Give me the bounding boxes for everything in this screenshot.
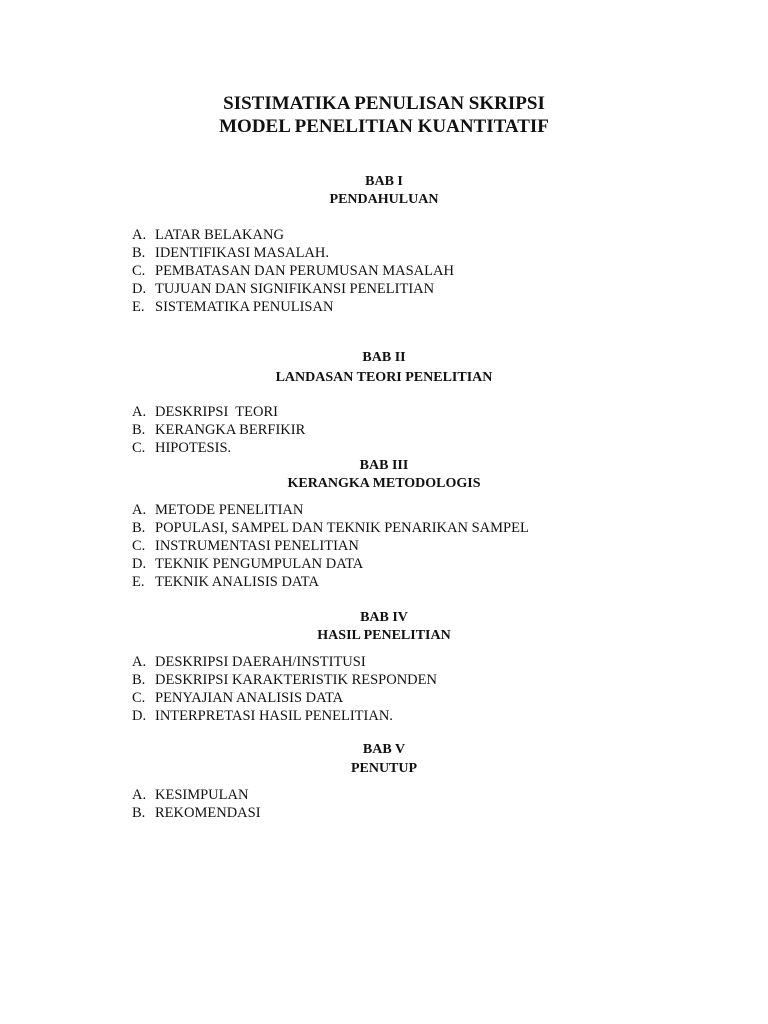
list-item: C. PEMBATASAN DAN PERUMUSAN MASALAH	[132, 263, 454, 279]
chapter-5-number: BAB V	[362, 742, 406, 757]
list-item: A. DESKRIPSI DAERAH/INSTITUSI	[132, 654, 366, 670]
chapter-1-number: BAB I	[365, 174, 403, 189]
list-item: C. HIPOTESIS.	[132, 440, 232, 456]
chapter-3-number: BAB III	[359, 458, 409, 473]
chapter-1-title: PENDAHULUAN	[329, 192, 439, 207]
list-item: D. TEKNIK PENGUMPULAN DATA	[132, 556, 364, 572]
chapter-4-title: HASIL PENELITIAN	[317, 628, 451, 643]
list-item: A. KESIMPULAN	[132, 787, 249, 803]
chapter-5-title: PENUTUP	[350, 761, 418, 776]
list-item: E. TEKNIK ANALISIS DATA	[132, 574, 319, 590]
list-item: B. IDENTIFIKASI MASALAH.	[132, 245, 329, 261]
document-title-line-1: SISTIMATIKA PENULISAN SKRIPSI	[223, 93, 545, 114]
list-item: D. TUJUAN DAN SIGNIFIKANSI PENELITIAN	[132, 281, 435, 297]
chapter-1-list	[132, 226, 454, 316]
chapter-3-title: KERANGKA METODOLOGIS	[287, 476, 481, 491]
chapter-2-number: BAB II	[362, 350, 406, 365]
list-item: B. POPULASI, SAMPEL DAN TEKNIK PENARIKAN SAMPEL	[132, 520, 529, 536]
list-item: C. INSTRUMENTASI PENELITIAN	[132, 538, 359, 554]
list-item: C. PENYAJIAN ANALISIS DATA	[132, 690, 344, 706]
list-item: A. LATAR BELAKANG	[132, 227, 284, 243]
document-title-line-2: MODEL PENELITIAN KUANTITATIF	[219, 116, 549, 137]
list-item: D. INTERPRETASI HASIL PENELITIAN.	[132, 708, 393, 724]
list-item: B. KERANGKA BERFIKIR	[132, 422, 306, 438]
chapter-4-number: BAB IV	[360, 610, 408, 625]
list-item: E. SISTEMATIKA PENULISAN	[132, 299, 334, 315]
chapter-4-list	[132, 653, 437, 725]
chapter-3-list	[132, 501, 529, 591]
chapter-5-list	[132, 786, 261, 822]
chapter-2-list	[132, 403, 305, 457]
list-item: A. DESKRIPSI TEORI	[132, 404, 278, 420]
list-item: A. METODE PENELITIAN	[132, 502, 304, 518]
list-item: B. DESKRIPSI KARAKTERISTIK RESPONDEN	[132, 672, 437, 688]
list-item: B. REKOMENDASI	[132, 805, 261, 821]
chapter-2-title: LANDASAN TEORI PENELITIAN	[275, 370, 493, 385]
